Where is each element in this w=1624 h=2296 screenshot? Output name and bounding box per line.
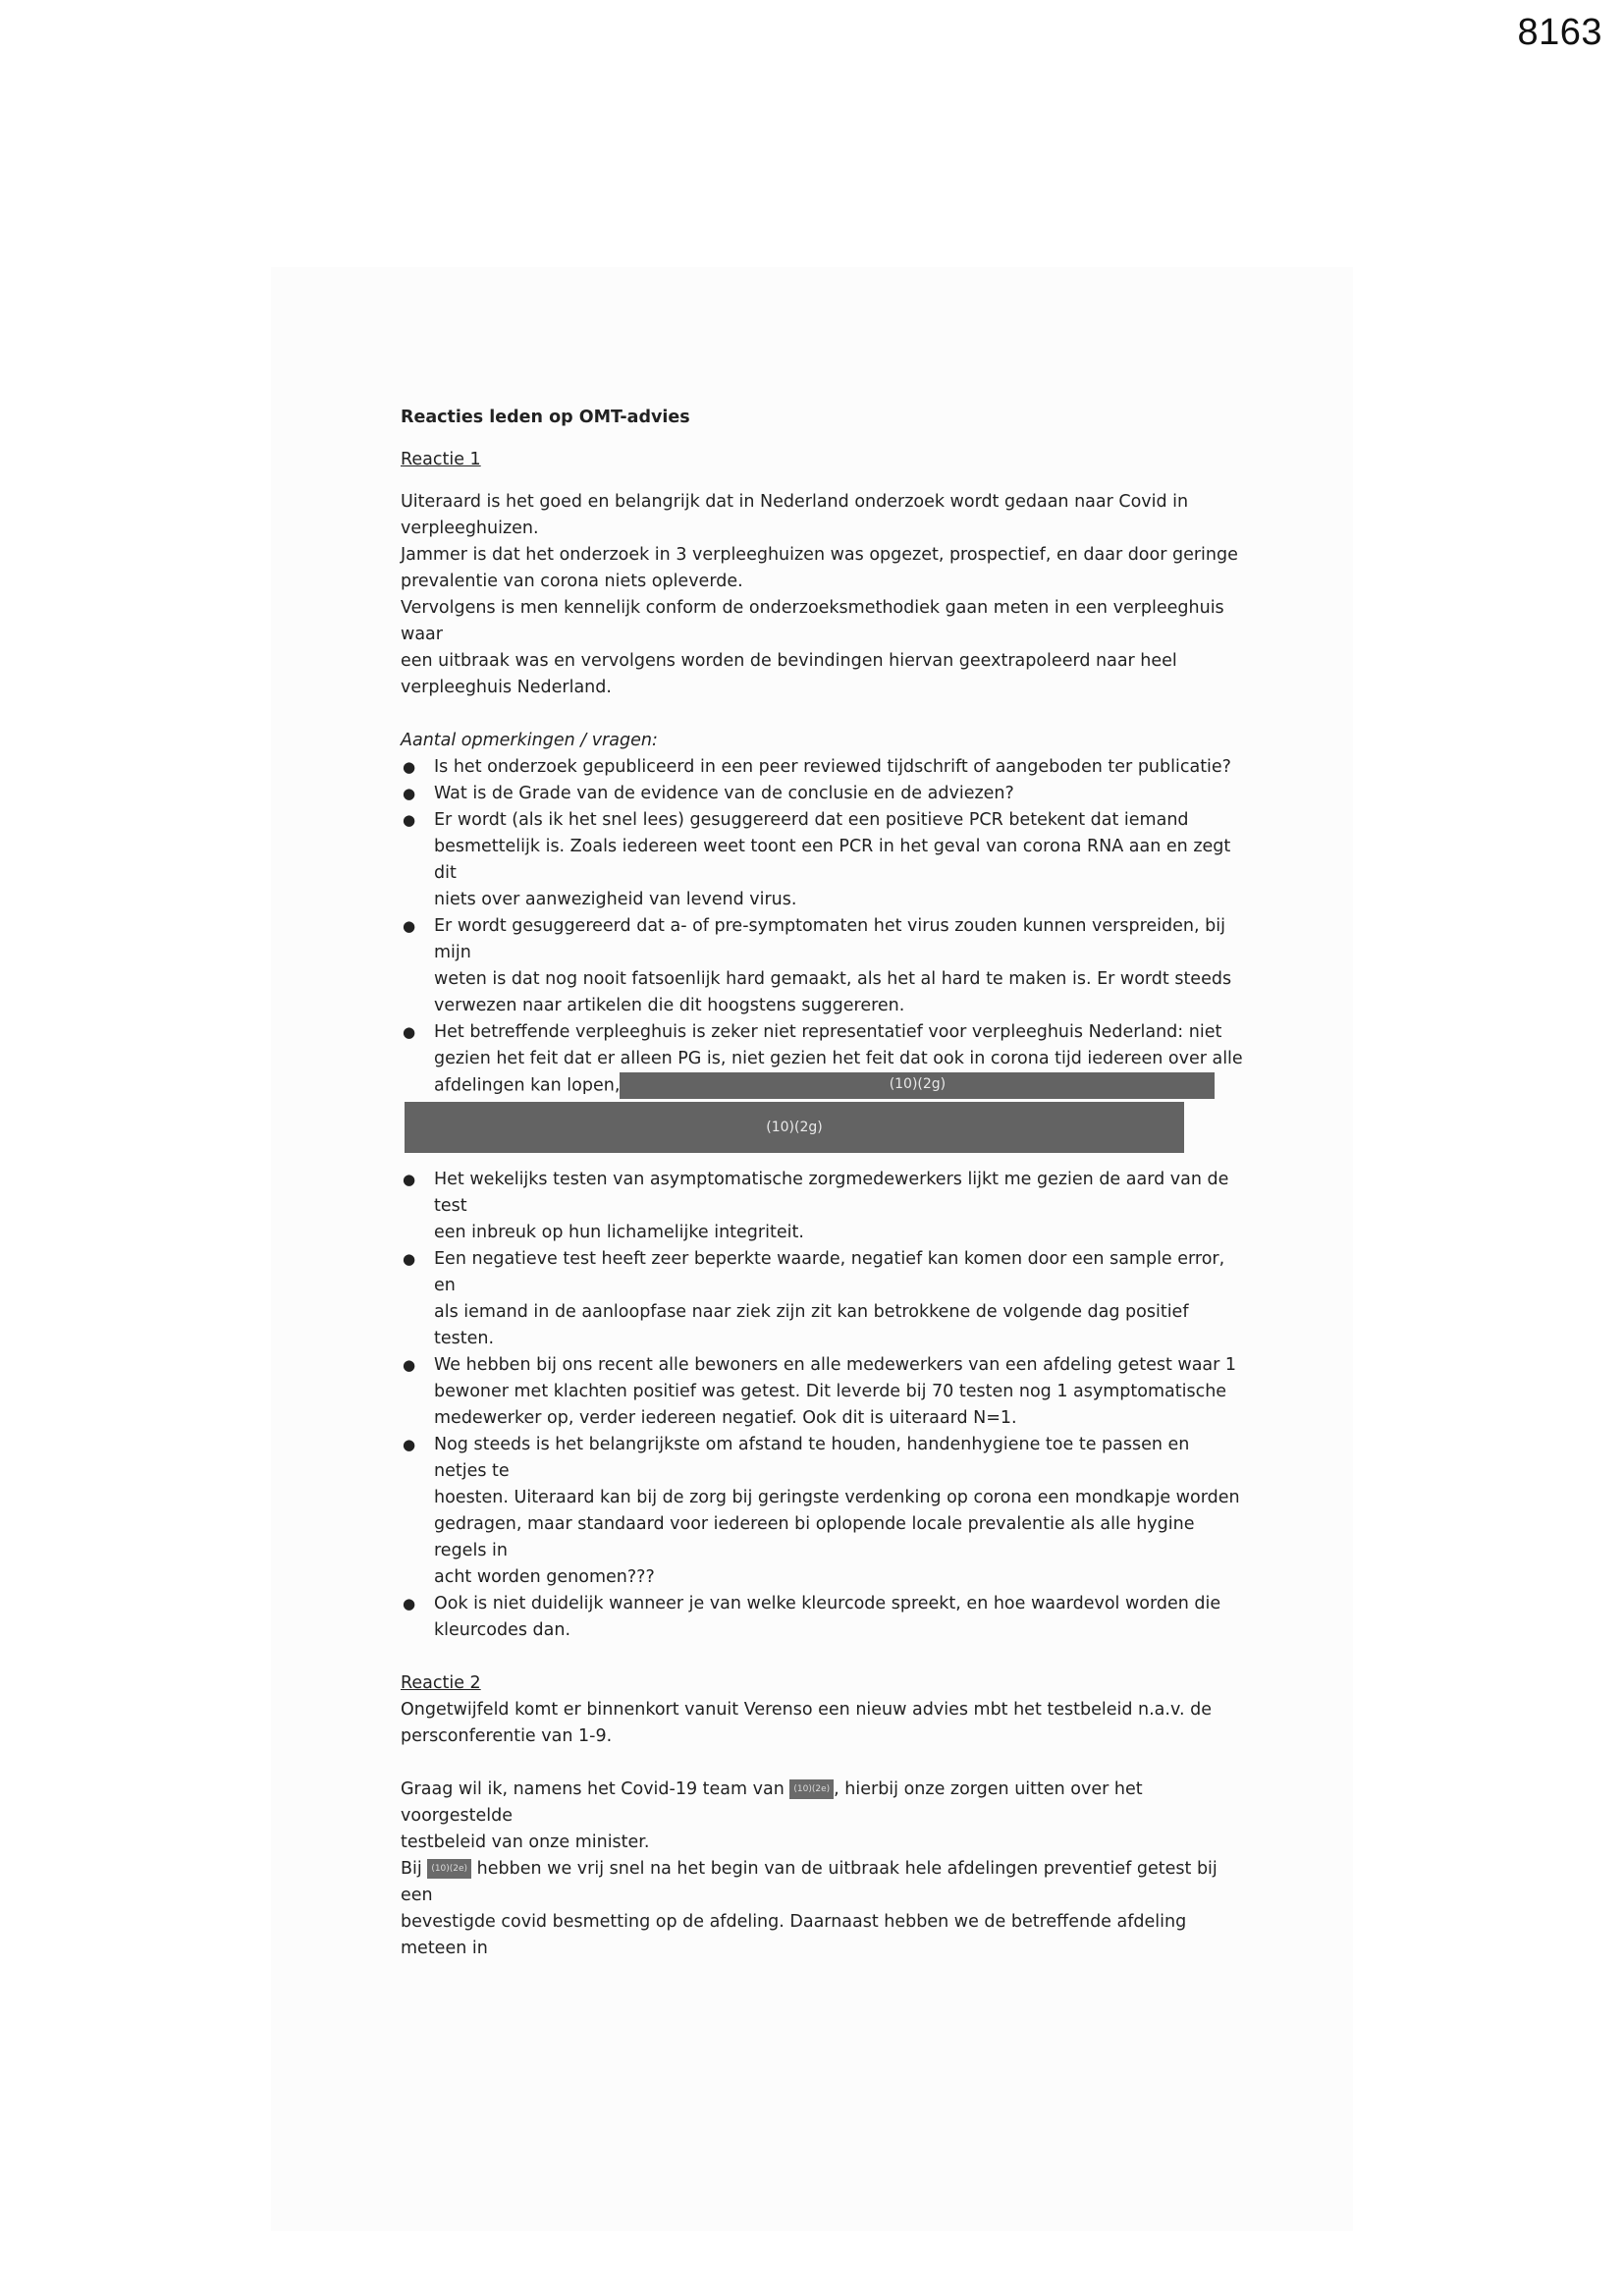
list-item-line: We hebben bij ons recent alle bewoners en alle medewerkers van een afdeling getest waar 1 bbox=[434, 1354, 1237, 1375]
redaction-box: (10)(2g) bbox=[620, 1072, 1215, 1099]
list-item-line: medewerker op, verder iedereen negatief. Ook dit is uiteraard N=1. bbox=[434, 1407, 1017, 1428]
list-item-line: Wat is de Grade van de evidence van de conclusie en de adviezen? bbox=[434, 784, 1014, 803]
list-item bbox=[401, 781, 1245, 807]
list-item-line: weten is dat nog nooit fatsoenlijk hard gemaakt, als het al hard te maken is. Er wordt steeds bbox=[434, 969, 1232, 989]
intro-line: Vervolgens is men kennelijk conform de onderzoeksmethodiek gaan meten in een verpleeghuis waar bbox=[401, 598, 1224, 644]
list-item bbox=[401, 1019, 1245, 1153]
intro-line: Jammer is dat het onderzoek in 3 verpleeghuizen was opgezet, prospectief, en daar door geringe bbox=[401, 545, 1238, 565]
list-item-line: Nog steeds is het belangrijkste om afstand te houden, handenhygiene toe te passen en netjes te bbox=[434, 1434, 1190, 1481]
list-item bbox=[401, 1591, 1245, 1644]
list-item-line: Is het onderzoek gepubliceerd in een peer reviewed tijdschrift of aangeboden ter publicatie? bbox=[434, 757, 1231, 777]
list-item bbox=[401, 754, 1245, 781]
list-item-line: als iemand in de aanloopfase naar ziek zijn zit kan betrokkene de volgende dag positief testen. bbox=[434, 1301, 1189, 1348]
intro-line: prevalentie van corona niets opleverde. bbox=[401, 572, 743, 591]
reaction-2-line: persconferentie van 1-9. bbox=[401, 1725, 613, 1746]
intro-line: Uiteraard is het goed en belangrijk dat in Nederland onderzoek wordt gedaan naar Covid in bbox=[401, 492, 1189, 512]
bullet-icon: ● bbox=[403, 1594, 416, 1613]
redaction-box: (10)(2e) bbox=[427, 1859, 471, 1879]
bullet-icon: ● bbox=[403, 811, 416, 829]
reaction-1-intro bbox=[401, 489, 1245, 701]
page-number: 8163 bbox=[1517, 12, 1602, 53]
remarks-subheading: Aantal opmerkingen / vragen: bbox=[401, 731, 658, 750]
bullet-icon: ● bbox=[403, 1249, 416, 1268]
list-item-line: Ook is niet duidelijk wanneer je van welke kleurcode spreekt, en hoe waardevol worden die bbox=[434, 1593, 1221, 1613]
list-item-line: hoesten. Uiteraard kan bij de zorg bij geringste verdenking op corona een mondkapje worden bbox=[434, 1487, 1240, 1507]
list-item bbox=[401, 913, 1245, 1019]
list-item-line: acht worden genomen??? bbox=[434, 1566, 655, 1587]
text-run: Bij bbox=[401, 1858, 422, 1879]
list-item-line: gezien het feit dat er alleen PG is, niet gezien het feit dat ook in corona tijd iedereen over alle bbox=[434, 1049, 1243, 1068]
reaction-2-heading: Reactie 2 bbox=[401, 1672, 481, 1693]
list-item bbox=[401, 1432, 1245, 1591]
list-item-line: Een negatieve test heeft zeer beperkte waarde, negatief kan komen door een sample error, en bbox=[434, 1248, 1225, 1295]
document-body bbox=[401, 405, 1245, 1962]
text-run: hebben we vrij snel na het begin van de uitbraak hele afdelingen preventief getest bij een bbox=[401, 1858, 1218, 1905]
reaction-2-line: bevestigde covid besmetting op de afdeling. Daarnaast hebben we de betreffende afdeling meteen in bbox=[401, 1911, 1187, 1958]
list-item-line: gedragen, maar standaard voor iedereen bi oplopende locale prevalentie als alle hygine regels in bbox=[434, 1513, 1195, 1560]
list-item-line: kleurcodes dan. bbox=[434, 1619, 571, 1640]
bullet-icon: ● bbox=[403, 758, 416, 776]
bullet-icon: ● bbox=[403, 1023, 416, 1041]
list-item-line: Er wordt gesuggereerd dat a- of pre-symptomaten het virus zouden kunnen verspreiden, bij mijn bbox=[434, 916, 1225, 962]
list-item-line: niets over aanwezigheid van levend virus. bbox=[434, 890, 797, 909]
redaction-block: (10)(2g) bbox=[405, 1102, 1184, 1153]
reaction-2-line bbox=[401, 1777, 1245, 1830]
list-item bbox=[401, 1246, 1245, 1352]
bullet-icon: ● bbox=[403, 785, 416, 802]
reaction-2-line bbox=[401, 1856, 1245, 1909]
list-item-line: besmettelijk is. Zoals iedereen weet toont een PCR in het geval van corona RNA aan en zegt dit bbox=[434, 837, 1231, 883]
bullet-icon: ● bbox=[403, 1435, 416, 1453]
redaction-box: (10)(2e) bbox=[789, 1779, 834, 1799]
reaction-1-heading: Reactie 1 bbox=[401, 450, 481, 469]
list-item-line: een inbreuk op hun lichamelijke integriteit. bbox=[434, 1222, 804, 1242]
remarks-list bbox=[401, 754, 1245, 1644]
bullet-icon: ● bbox=[403, 1170, 416, 1188]
list-item-line: Het wekelijks testen van asymptomatische zorgmedewerkers lijkt me gezien de aard van de test bbox=[434, 1169, 1229, 1216]
text-run: Graag wil ik, namens het Covid-19 team van bbox=[401, 1778, 785, 1799]
bullet-icon: ● bbox=[403, 1355, 416, 1374]
list-item-line: bewoner met klachten positief was getest. Dit leverde bij 70 testen nog 1 asymptomatische bbox=[434, 1381, 1227, 1401]
intro-line: verpleeghuizen. bbox=[401, 519, 539, 538]
list-item bbox=[401, 1352, 1245, 1432]
list-item-line: verwezen naar artikelen die dit hoogstens suggereren. bbox=[434, 996, 905, 1015]
list-item-line bbox=[434, 1072, 1245, 1100]
list-item-line: Er wordt (als ik het snel lees) gesuggereerd dat een positieve PCR betekent dat iemand bbox=[434, 810, 1189, 830]
list-item-line: Het betreffende verpleeghuis is zeker niet representatief voor verpleeghuis Nederland: niet bbox=[434, 1022, 1222, 1042]
reaction-2-line: testbeleid van onze minister. bbox=[401, 1831, 650, 1852]
document-title: Reacties leden op OMT-advies bbox=[401, 408, 690, 427]
intro-line: verpleeghuis Nederland. bbox=[401, 678, 612, 697]
list-item bbox=[401, 807, 1245, 913]
bullet-icon: ● bbox=[403, 917, 416, 935]
list-item bbox=[401, 1167, 1245, 1246]
intro-line: een uitbraak was en vervolgens worden de bevindingen hiervan geextrapoleerd naar heel bbox=[401, 651, 1177, 671]
reaction-2-line: Ongetwijfeld komt er binnenkort vanuit Verenso een nieuw advies mbt het testbeleid n.a.v. de bbox=[401, 1699, 1212, 1720]
redacted-line-text: afdelingen kan lopen, bbox=[434, 1075, 621, 1096]
text-run: , hierbij onze zorgen uitten over het voorgestelde bbox=[401, 1778, 1143, 1826]
